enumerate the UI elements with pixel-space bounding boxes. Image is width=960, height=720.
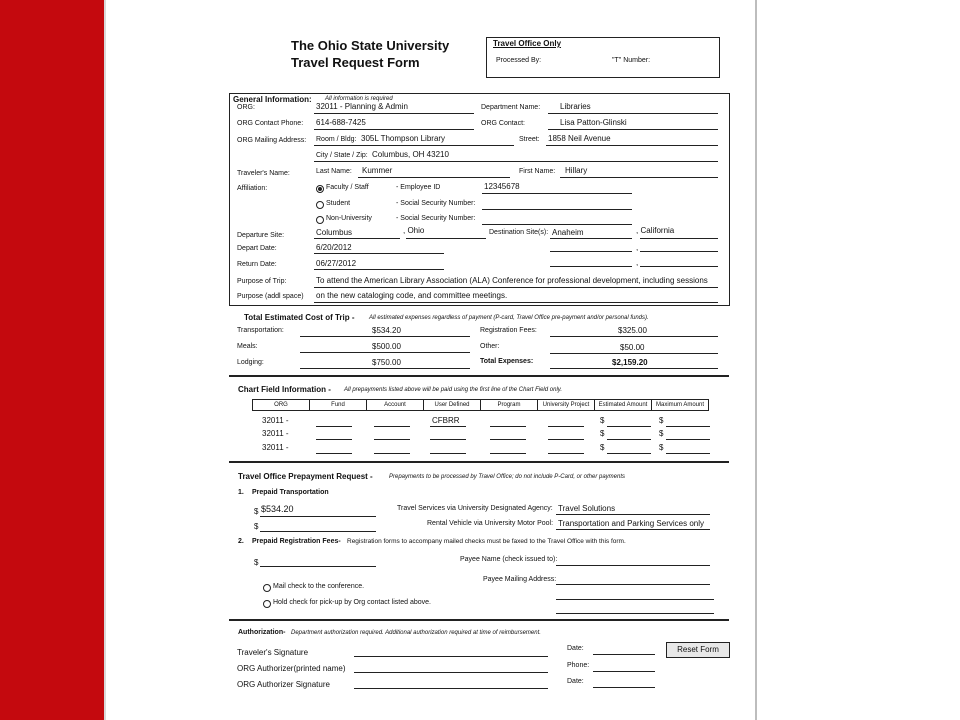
- destination-label: Destination Site(s):: [489, 229, 549, 236]
- row1-user-defined[interactable]: CFBRR: [432, 416, 460, 425]
- authorizer-phone-label: Phone:: [567, 662, 590, 669]
- mail-check-label: Mail check to the conference.: [273, 583, 365, 590]
- first-name-label: First Name:: [519, 168, 556, 175]
- red-sidebar-band: [0, 0, 104, 720]
- rental-dollar: $: [254, 522, 259, 531]
- other-field[interactable]: $50.00: [620, 343, 645, 352]
- chart-field-table: [252, 399, 709, 411]
- divider-2: [229, 461, 729, 463]
- other-label: Other:: [480, 343, 500, 350]
- employee-id-label: - Employee ID: [396, 184, 441, 191]
- divider-1: [229, 375, 729, 377]
- faculty-staff-radio[interactable]: [316, 185, 324, 193]
- lodging-field[interactable]: $750.00: [372, 358, 401, 367]
- col-account: Account: [367, 400, 424, 411]
- purpose-label: Purpose of Trip:: [237, 278, 287, 285]
- non-university-radio[interactable]: [316, 216, 324, 224]
- org-field[interactable]: 32011 - Planning & Admin: [316, 102, 408, 111]
- payee-name-label: Payee Name (check issued to):: [460, 556, 558, 563]
- department-field[interactable]: Libraries: [560, 102, 591, 111]
- org-contact-field[interactable]: Lisa Patton-Glinski: [560, 118, 627, 127]
- payee-address-label: Payee Mailing Address:: [483, 576, 557, 583]
- authorization-note: Department authorization required. Additional authorization required at time of reimbursement.: [291, 630, 541, 636]
- divider-3: [229, 619, 729, 621]
- row3-org[interactable]: 32011 -: [262, 443, 289, 452]
- purpose-addl-field[interactable]: on the new cataloging code, and committee meetings.: [316, 291, 508, 300]
- row1-est-dollar: $: [600, 416, 605, 425]
- destination-city-field[interactable]: Anaheim: [552, 228, 584, 237]
- agency-label: Travel Services via University Designated Agency:: [397, 505, 553, 512]
- sidebar-edge: [104, 0, 106, 720]
- student-radio[interactable]: [316, 201, 324, 209]
- authorizer-signature-label: ORG Authorizer Signature: [237, 680, 330, 689]
- room-label: Room / Bldg:: [316, 136, 357, 143]
- non-university-label: Non-University: [326, 215, 372, 222]
- prepayment-note: Prepayments to be processed by Travel Office; do not include P-Card, or other payments: [389, 474, 626, 480]
- prepaid-transportation-label: Prepaid Transportation: [252, 489, 329, 496]
- department-label: Department Name:: [481, 104, 541, 111]
- hold-check-label: Hold check for pick-up by Org contact listed above.: [273, 599, 431, 606]
- reset-form-button[interactable]: Reset Form: [666, 642, 730, 658]
- street-label: Street:: [519, 136, 540, 143]
- chart-field-note: All prepayments listed above will be paid using the first line of the Chart Field only.: [344, 387, 563, 393]
- hold-check-radio[interactable]: [263, 600, 271, 608]
- cost-note: All estimated expenses regardless of payment (P-card, Travel Office pre-payment and/or personal funds).: [369, 315, 649, 321]
- rental-label: Rental Vehicle via University Motor Pool:: [427, 520, 554, 527]
- registration-fees-field[interactable]: $325.00: [618, 326, 647, 335]
- first-name-field[interactable]: Hillary: [565, 166, 588, 175]
- return-date-field[interactable]: 06/27/2012: [316, 259, 357, 268]
- purpose-addl-label: Purpose (addl space): [237, 293, 304, 300]
- general-info-box: [229, 93, 730, 306]
- university-title: The Ohio State University: [291, 38, 450, 53]
- chart-field-heading: Chart Field Information -: [238, 385, 331, 394]
- depart-date-label: Depart Date:: [237, 245, 277, 252]
- row1-org[interactable]: 32011 -: [262, 416, 289, 425]
- travelers-name-label: Traveler's Name:: [237, 170, 290, 177]
- row3-est-dollar: $: [600, 443, 605, 452]
- right-margin-line: [755, 0, 757, 720]
- col-maximum-amount: Maximum Amount: [652, 400, 709, 411]
- row3-max-dollar: $: [659, 443, 664, 452]
- city-field[interactable]: Columbus, OH 43210: [372, 150, 449, 159]
- faculty-staff-label: Faculty / Staff: [326, 184, 369, 191]
- org-contact-label: ORG Contact:: [481, 120, 525, 127]
- general-info-note: All information is required: [325, 96, 393, 102]
- authorization-heading: Authorization-: [238, 629, 286, 636]
- prepaid-registration-label: Prepaid Registration Fees-: [252, 538, 341, 545]
- processed-by-label: Processed By:: [496, 57, 542, 64]
- student-label: Student: [326, 200, 351, 207]
- employee-id-field[interactable]: 12345678: [484, 182, 520, 191]
- purpose-field[interactable]: To attend the American Library Association (ALA) Conference for professional development, including sessions: [316, 276, 708, 285]
- item2-number: 2.: [238, 538, 244, 545]
- authorizer-date-label: Date:: [567, 678, 584, 685]
- prepayment-heading: Travel Office Prepayment Request -: [238, 472, 373, 481]
- total-expenses-label: Total Expenses:: [480, 358, 534, 365]
- authorizer-name-label: ORG Authorizer(printed name): [237, 664, 346, 673]
- registration-note: Registration forms to accompany mailed checks must be faxed to the Travel Office with this form.: [347, 538, 626, 545]
- registration-fees-label: Registration Fees:: [480, 327, 537, 334]
- col-fund: Fund: [310, 400, 367, 411]
- total-expenses-value: $2,159.20: [612, 358, 648, 367]
- contact-phone-field[interactable]: 614-688-7425: [316, 118, 366, 127]
- travel-office-title: Travel Office Only: [493, 39, 562, 48]
- destination-state-field[interactable]: , California: [636, 226, 675, 235]
- departure-city-field[interactable]: Columbus: [316, 228, 353, 237]
- street-field[interactable]: 1858 Neil Avenue: [548, 134, 611, 143]
- mail-check-radio[interactable]: [263, 584, 271, 592]
- org-label: ORG:: [237, 104, 255, 111]
- traveler-date-label: Date:: [567, 645, 584, 652]
- col-org: ORG: [253, 400, 310, 411]
- traveler-signature-label: Traveler's Signature: [237, 648, 309, 657]
- last-name-label: Last Name:: [316, 168, 352, 175]
- depart-date-field[interactable]: 6/20/2012: [316, 243, 352, 252]
- city-label: City / State / Zip:: [316, 152, 368, 159]
- t-number-label: "T" Number:: [612, 57, 651, 64]
- col-program: Program: [481, 400, 538, 411]
- meals-field[interactable]: $500.00: [372, 342, 401, 351]
- form-title: Travel Request Form: [291, 55, 420, 70]
- last-name-field[interactable]: Kummer: [362, 166, 393, 175]
- contact-phone-label: ORG Contact Phone:: [237, 120, 304, 127]
- rental-field[interactable]: Transportation and Parking Services only: [558, 519, 704, 528]
- transportation-label: Transportation:: [237, 327, 284, 334]
- affiliation-label: Affiliation:: [237, 185, 268, 192]
- lodging-label: Lodging:: [237, 359, 264, 366]
- transportation-field[interactable]: $534.20: [372, 326, 401, 335]
- col-user-defined: User Defined: [424, 400, 481, 411]
- mailing-address-label: ORG Mailing Address:: [237, 137, 307, 144]
- room-field[interactable]: 305L Thompson Library: [361, 134, 446, 143]
- registration-dollar: $: [254, 558, 259, 567]
- prepaid-transport-dollar: $: [254, 507, 259, 516]
- nonuni-ssn-label: - Social Security Number:: [396, 215, 476, 222]
- row1-max-dollar: $: [659, 416, 664, 425]
- col-estimated-amount: Estimated Amount: [595, 400, 652, 411]
- col-university-project: University Project: [538, 400, 595, 411]
- row2-max-dollar: $: [659, 429, 664, 438]
- agency-field[interactable]: Travel Solutions: [558, 504, 616, 513]
- prepaid-transport-amount[interactable]: $534.20: [261, 504, 294, 514]
- return-date-label: Return Date:: [237, 261, 277, 268]
- item1-number: 1.: [238, 489, 244, 496]
- row2-org[interactable]: 32011 -: [262, 429, 289, 438]
- meals-label: Meals:: [237, 343, 258, 350]
- departure-site-label: Departure Site:: [237, 232, 285, 239]
- row2-est-dollar: $: [600, 429, 605, 438]
- general-info-heading: General Information:: [233, 95, 312, 104]
- cost-heading: Total Estimated Cost of Trip -: [244, 313, 355, 322]
- student-ssn-label: - Social Security Number:: [396, 200, 476, 207]
- departure-state-field[interactable]: , Ohio: [403, 226, 425, 235]
